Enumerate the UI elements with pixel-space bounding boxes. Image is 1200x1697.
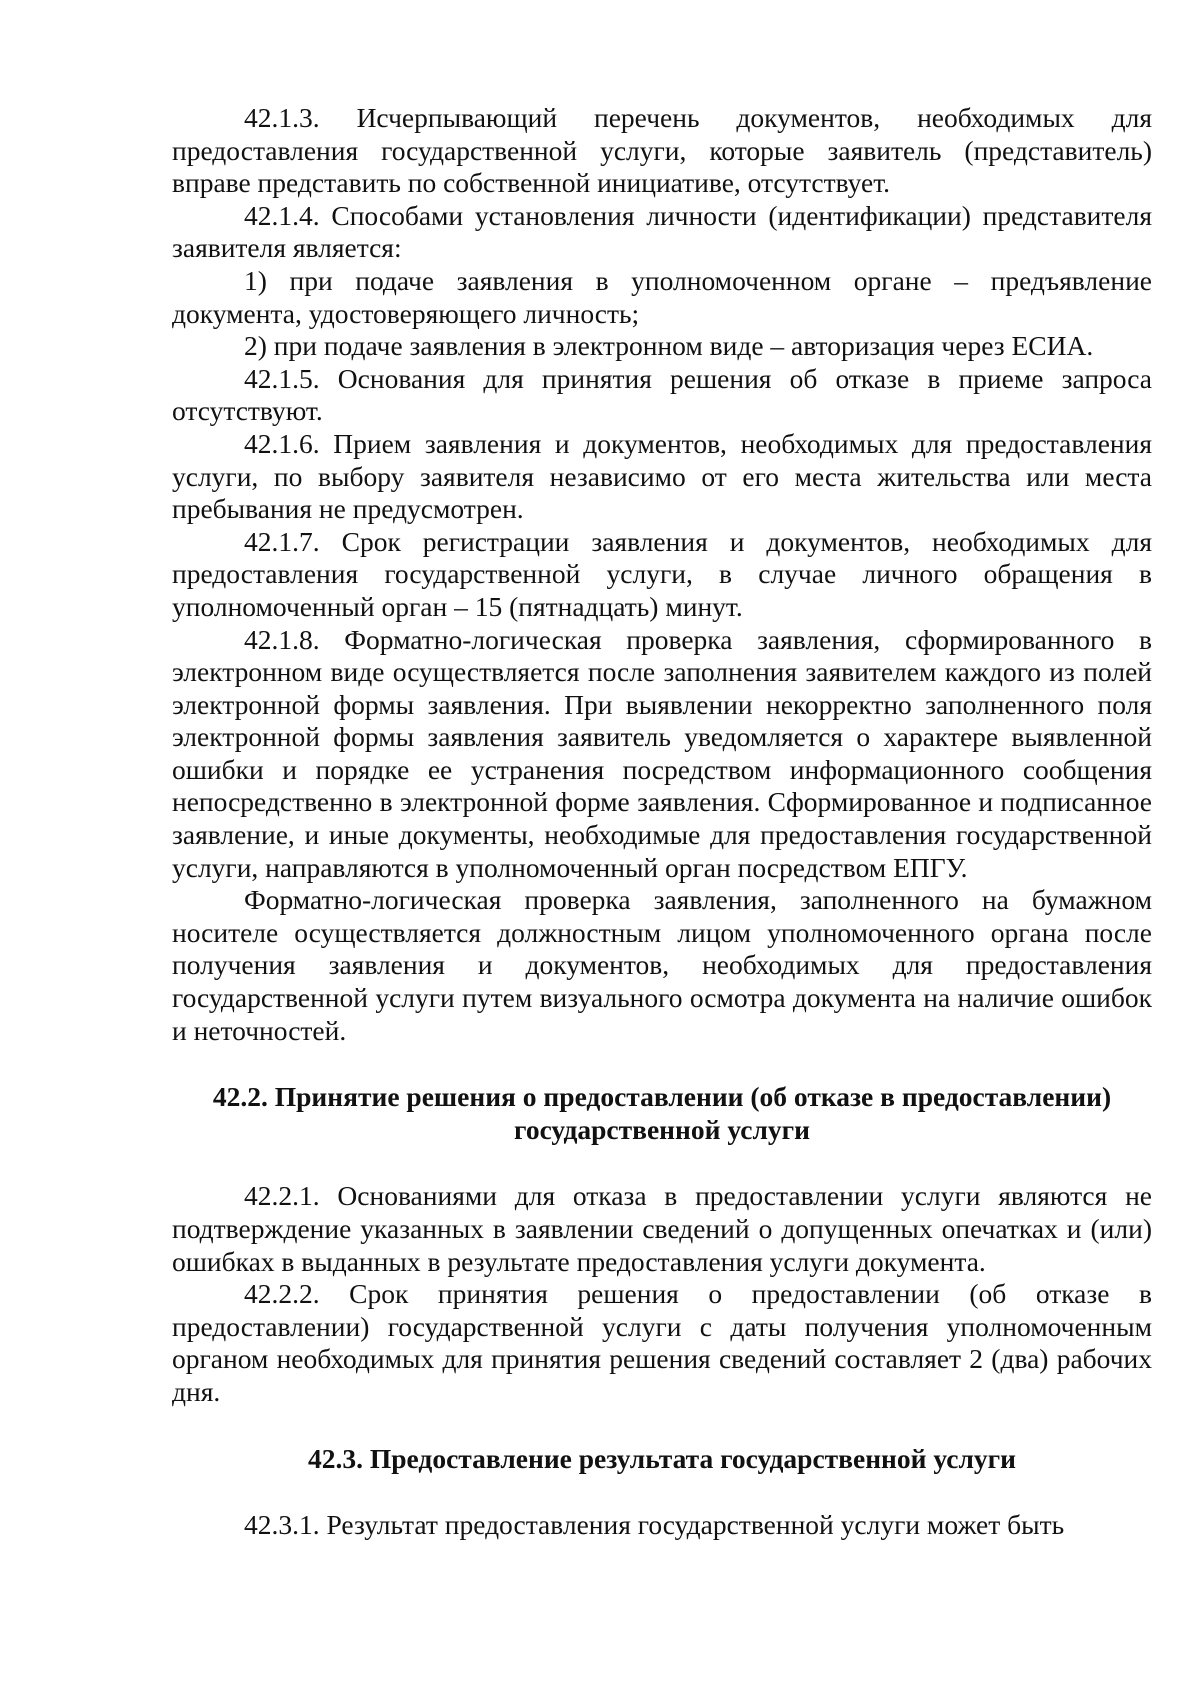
paragraph-42-3-1: 42.3.1. Результат предоставления государственной услуги может быть	[244, 1509, 1065, 1541]
paragraph-42-1-8: 42.1.8. Форматно-логическая проверка заявления, сформированного в электронном виде осуществляется после заполнения заявителем каждого из полей электронной формы заявления. При выявлении некорректно заполненного поля электронной формы заявления заявитель уведомляется о характере выявленной ошибки и порядке ее устранения посредством информационного сообщения непосредственно в электронной форме заявления. Сформированное и подписанное заявление, и иные документы, необходимые для предоставления государственной услуги, направляются в уполномоченный орган посредством ЕПГУ.	[172, 623, 1152, 883]
section-heading-42-2-line2: государственной услуги	[514, 1113, 810, 1145]
paragraph-42-1-3: 42.1.3. Исчерпывающий перечень документов, необходимых для предоставления государственной услуги, которые заявитель (представитель) вправе представить по собственной инициативе, отсутствует.	[172, 102, 1152, 199]
document-page	[172, 102, 1152, 1542]
paragraph-42-2-2: 42.2.2. Срок принятия решения о предоставлении (об отказе в предоставлении) государственной услуги с даты получения уполномоченным органом необходимых для принятия решения сведений составляет 2 (два) рабочих дня.	[172, 1278, 1152, 1407]
paragraph-42-2-1: 42.2.1. Основаниями для отказа в предоставлении услуги являются не подтверждение указанных в заявлении сведений о допущенных опечатках и (или) ошибках в выданных в результате предоставления услуги документа.	[172, 1180, 1152, 1277]
section-heading-42-2	[172, 1081, 1152, 1146]
paragraph-42-1-6: 42.1.6. Прием заявления и документов, необходимых для предоставления услуги, по выбору заявителя независимо от его места жительства или места пребывания не предусмотрен.	[172, 427, 1152, 525]
section-heading-42-3: 42.3. Предоставление результата государственной услуги	[308, 1442, 1016, 1474]
paragraph-42-1-5: 42.1.5. Основания для принятия решения об отказе в приеме запроса отсутствуют.	[172, 362, 1152, 427]
paragraph-42-1-4: 42.1.4. Способами установления личности (идентификации) представителя заявителя является:	[172, 199, 1152, 264]
section-heading-42-2-line1: 42.2. Принятие решения о предоставлении (об отказе в предоставлении)	[212, 1081, 1112, 1113]
paragraph-42-1-7: 42.1.7. Срок регистрации заявления и документов, необходимых для предоставления государственной услуги, в случае личного обращения в уполномоченный орган – 15 (пятнадцать) минут.	[172, 525, 1152, 622]
list-item-42-1-4-1: 1) при подаче заявления в уполномоченном органе – предъявление документа, удостоверяющего личность;	[172, 264, 1152, 329]
list-item-42-1-4-2: 2) при подаче заявления в электронном виде – авторизация через ЕСИА.	[244, 330, 1094, 362]
paragraph-42-1-8-continued: Форматно-логическая проверка заявления, заполненного на бумажном носителе осуществляется должностным лицом уполномоченного органа после получения заявления и документов, необходимых для предоставления государственной услуги путем визуального осмотра документа на наличие ошибок и неточностей.	[172, 884, 1152, 1046]
